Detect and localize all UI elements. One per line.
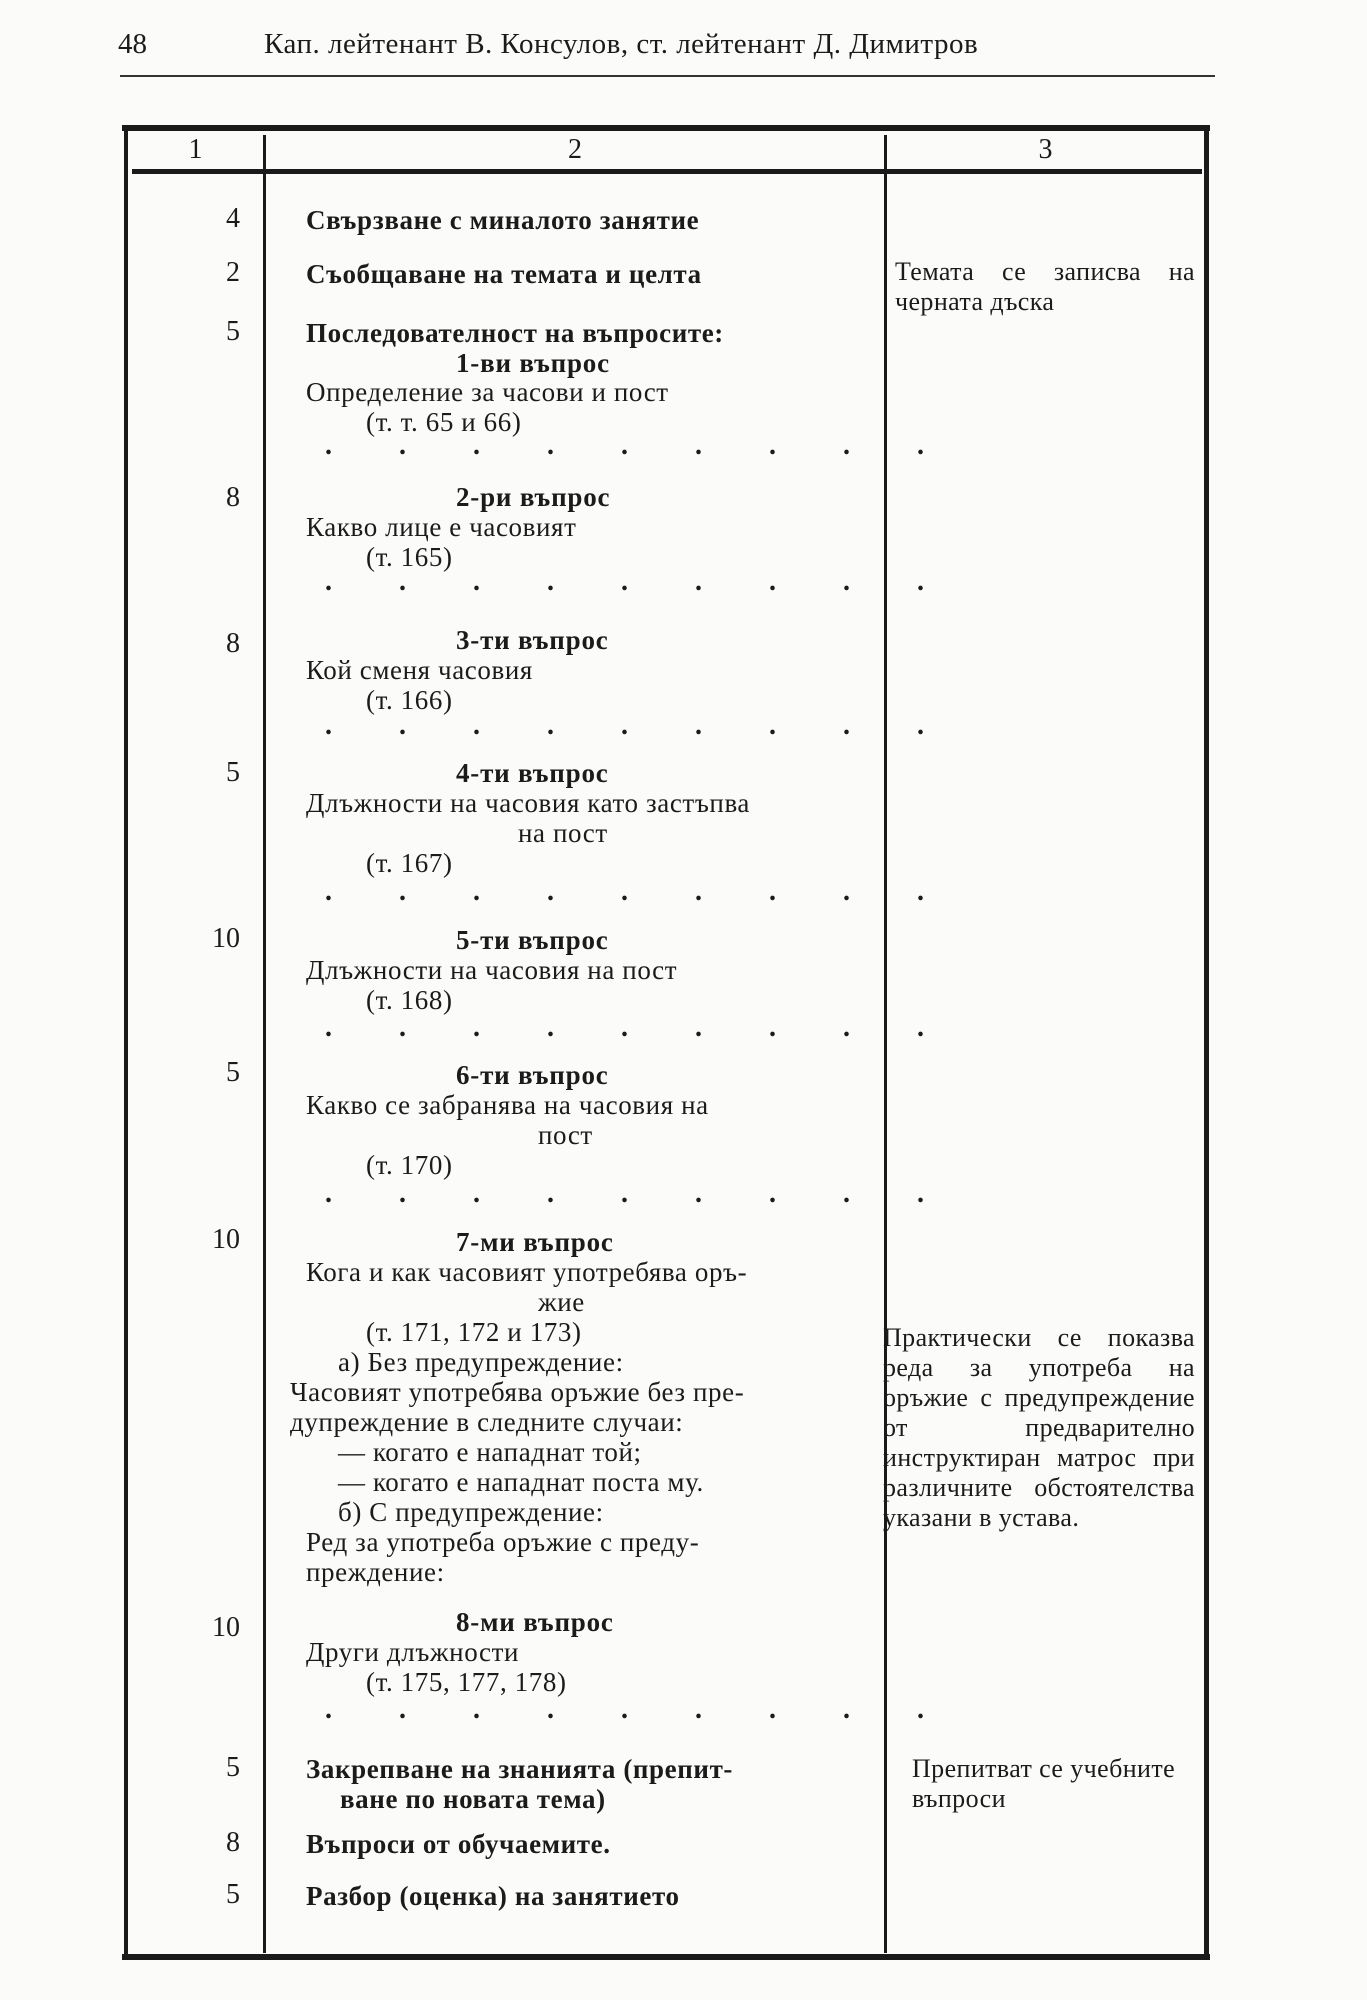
dot-leader: . . . . . . . . . xyxy=(325,1178,954,1209)
question-reference: (т. 166) xyxy=(366,685,453,715)
page-header xyxy=(110,28,1200,74)
column-header-3: 3 xyxy=(1038,134,1053,165)
running-head: Кап. лейтенант В. Консулов, ст. лейтенант Д. Димитров xyxy=(264,28,979,60)
dot-leader: . . . . . . . . . xyxy=(325,876,954,907)
question-text: Длъжности на часовия на пост xyxy=(306,955,678,985)
table-header-rule xyxy=(132,169,1202,174)
question-text: пост xyxy=(538,1120,593,1150)
question-title: 3-ти въпрос xyxy=(456,625,609,655)
question-title: 4-ти въпрос xyxy=(456,758,609,788)
row-minutes: 8 xyxy=(226,1827,240,1858)
row-minutes: 4 xyxy=(226,203,240,234)
question-title: 6-ти въпрос xyxy=(456,1060,609,1090)
row-text: Съобщаване на темата и целта xyxy=(306,259,702,289)
question-text: Кога и как часовият употребява оръ- xyxy=(306,1257,748,1287)
question-text: Часовият употребява оръжие без пре- xyxy=(290,1377,745,1407)
row-text: Закрепване на знанията (препит- xyxy=(306,1754,734,1784)
row-text: Последователност на въпросите: xyxy=(306,318,724,348)
question-text: Длъжности на часовия като застъпва xyxy=(306,788,751,818)
row-minutes: 2 xyxy=(226,257,240,288)
question-reference: (т. 175, 177, 178) xyxy=(366,1667,567,1697)
dot-leader: . . . . . . . . . xyxy=(325,430,954,461)
question-text: Какво лице е часовият xyxy=(306,512,577,542)
question-reference: (т. 167) xyxy=(366,848,453,878)
page-number: 48 xyxy=(118,28,147,60)
row-minutes: 10 xyxy=(212,1224,240,1255)
dot-leader: . . . . . . . . . xyxy=(325,1012,954,1043)
row-minutes: 10 xyxy=(212,1612,240,1643)
row-minutes: 5 xyxy=(226,1057,240,1088)
question-reference: (т. т. 65 и 66) xyxy=(366,407,522,437)
question-text: Кой сменя часовия xyxy=(306,655,533,685)
row-minutes: 5 xyxy=(226,316,240,347)
question-text: преждение: xyxy=(306,1557,445,1587)
question-text: дупреждение в следните случаи: xyxy=(290,1407,684,1437)
question-text: Определение за часови и пост xyxy=(306,377,669,407)
question-title: 7-ми въпрос xyxy=(456,1227,614,1257)
dot-leader: . . . . . . . . . xyxy=(325,566,954,597)
dot-leader: . . . . . . . . . xyxy=(325,1694,954,1725)
header-rule xyxy=(120,75,1215,77)
column-header-2: 2 xyxy=(568,134,582,165)
table-bottom-rule xyxy=(122,1954,1210,1960)
question-reference: (т. 168) xyxy=(366,985,453,1015)
table-left-border xyxy=(124,125,128,1959)
question-text: а) Без предупреждение: xyxy=(338,1347,624,1377)
question-text: Ред за употреба оръжие с преду- xyxy=(306,1527,700,1557)
row-minutes: 8 xyxy=(226,628,240,659)
dot-leader: . . . . . . . . . xyxy=(325,710,954,741)
table-right-border xyxy=(1204,125,1209,1959)
question-text: на пост xyxy=(518,818,608,848)
row-note: Практически се показва реда за употреба на оръжие с предупреждение от предварително инструктиран матрос при различните обстоятелства указани в устава. xyxy=(883,1323,1195,1532)
row-minutes: 5 xyxy=(226,1752,240,1783)
question-title: 1-ви въпрос xyxy=(456,348,610,378)
question-text: — когато е нападнат той; xyxy=(338,1437,642,1467)
question-title: 8-ми въпрос xyxy=(456,1607,614,1637)
question-text: Други длъжности xyxy=(306,1637,520,1667)
question-reference: (т. 171, 172 и 173) xyxy=(366,1317,582,1347)
question-text: б) С предупреждение: xyxy=(338,1497,604,1527)
row-note: Темата се записва на черната дъска xyxy=(895,257,1195,316)
column-header-1: 1 xyxy=(188,134,203,165)
row-note: Препитват се учебните въпроси xyxy=(912,1754,1176,1813)
row-minutes: 10 xyxy=(212,923,240,954)
table-top-rule xyxy=(122,125,1210,131)
row-text: Свързване с миналото занятие xyxy=(306,205,700,235)
row-minutes: 8 xyxy=(226,482,240,513)
row-minutes: 5 xyxy=(226,1879,240,1910)
column-divider-1 xyxy=(263,135,266,1953)
question-text: — когато е нападнат поста му. xyxy=(338,1467,704,1497)
question-reference: (т. 170) xyxy=(366,1150,453,1180)
column-divider-2 xyxy=(884,135,887,1953)
question-text: жие xyxy=(538,1287,585,1317)
question-title: 2-ри въпрос xyxy=(456,482,611,512)
row-minutes: 5 xyxy=(226,757,240,788)
row-text: Разбор (оценка) на занятието xyxy=(306,1881,680,1911)
question-text: Какво се забранява на часовия на xyxy=(306,1090,709,1120)
row-text: Въпроси от обучаемите. xyxy=(306,1829,611,1859)
question-reference: (т. 165) xyxy=(366,542,453,572)
question-title: 5-ти въпрос xyxy=(456,925,609,955)
row-text: ване по новата тема) xyxy=(340,1784,606,1814)
